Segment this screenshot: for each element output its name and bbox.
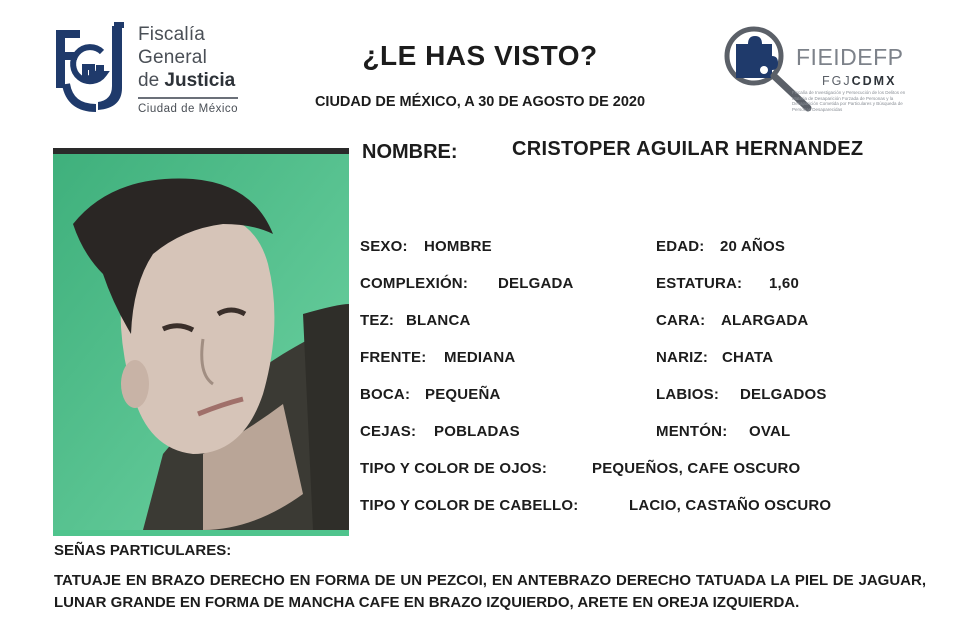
ojos-value: PEQUEÑOS, CAFE OSCURO	[592, 460, 801, 477]
nariz-label: NARIZ:	[656, 349, 709, 366]
frente-value: MEDIANA	[444, 349, 516, 366]
estatura-label: ESTATURA:	[656, 275, 743, 292]
brand-line-general: General	[138, 47, 207, 68]
brand-divider	[138, 97, 238, 99]
agency-sub-strong: CDMX	[851, 74, 897, 88]
cara-label: CARA:	[656, 312, 706, 329]
brand-prefix: de	[138, 70, 160, 91]
tez-label: TEZ:	[360, 312, 395, 329]
brand-line-justicia	[138, 70, 235, 92]
brand-line-city: Ciudad de México	[138, 103, 239, 115]
senas-label: SEÑAS PARTICULARES:	[54, 542, 232, 559]
menton-label: MENTÓN:	[656, 423, 728, 440]
edad-value: 20 AÑOS	[720, 238, 786, 255]
missing-person-photo	[53, 148, 349, 536]
edad-label: EDAD:	[656, 238, 705, 255]
tez-value: BLANCA	[406, 312, 471, 329]
fgj-logo-icon	[52, 22, 130, 114]
ojos-label: TIPO Y COLOR DE OJOS:	[360, 460, 548, 477]
nombre-value: CRISTOPER AGUILAR HERNANDEZ	[512, 138, 864, 160]
cabello-value: LACIO, CASTAÑO OSCURO	[629, 497, 832, 514]
page-title: ¿LE HAS VISTO?	[362, 40, 598, 71]
sexo-label: SEXO:	[360, 238, 408, 255]
complexion-label: COMPLEXIÓN:	[360, 275, 469, 292]
estatura-value: 1,60	[769, 275, 799, 292]
boca-label: BOCA:	[360, 386, 411, 403]
cejas-value: POBLADAS	[434, 423, 520, 440]
nariz-value: CHATA	[722, 349, 774, 366]
agency-small-text: Fiscalía de Investigación y Persecución de los Delitos en Materia de Desaparición Forzada de Personas y la Desaparición Cometida por Particulares y Búsqueda de Personas Desaparecidas	[792, 90, 906, 112]
brand-strong: Justicia	[164, 70, 236, 91]
sexo-value: HOMBRE	[424, 238, 492, 255]
date-line: CIUDAD DE MÉXICO, A 30 DE AGOSTO DE 2020	[314, 94, 646, 110]
frente-label: FRENTE:	[360, 349, 427, 366]
brand-line-fiscalia: Fiscalía	[138, 24, 206, 45]
menton-value: OVAL	[749, 423, 791, 440]
boca-value: PEQUEÑA	[425, 386, 501, 403]
labios-value: DELGADOS	[740, 386, 827, 403]
agency-name: FIEIDEFP	[796, 44, 904, 70]
cabello-label: TIPO Y COLOR DE CABELLO:	[360, 497, 579, 514]
agency-sub	[822, 74, 896, 88]
complexion-value: DELGADA	[498, 275, 574, 292]
nombre-label: NOMBRE:	[362, 141, 458, 163]
cara-value: ALARGADA	[721, 312, 809, 329]
senas-text: TATUAJE EN BRAZO DERECHO EN FORMA DE UN PEZCOI, EN ANTEBRAZO DERECHO TATUADA LA PIEL DE JAGUAR, LUNAR GRANDE EN FORMA DE MANCHA CAFE EN BRAZO IZQUIERDO, ARETE EN OREJA IZQUIERDA.	[54, 572, 926, 611]
cejas-label: CEJAS:	[360, 423, 417, 440]
agency-sub-prefix: FGJ	[822, 74, 852, 88]
labios-label: LABIOS:	[656, 386, 720, 403]
